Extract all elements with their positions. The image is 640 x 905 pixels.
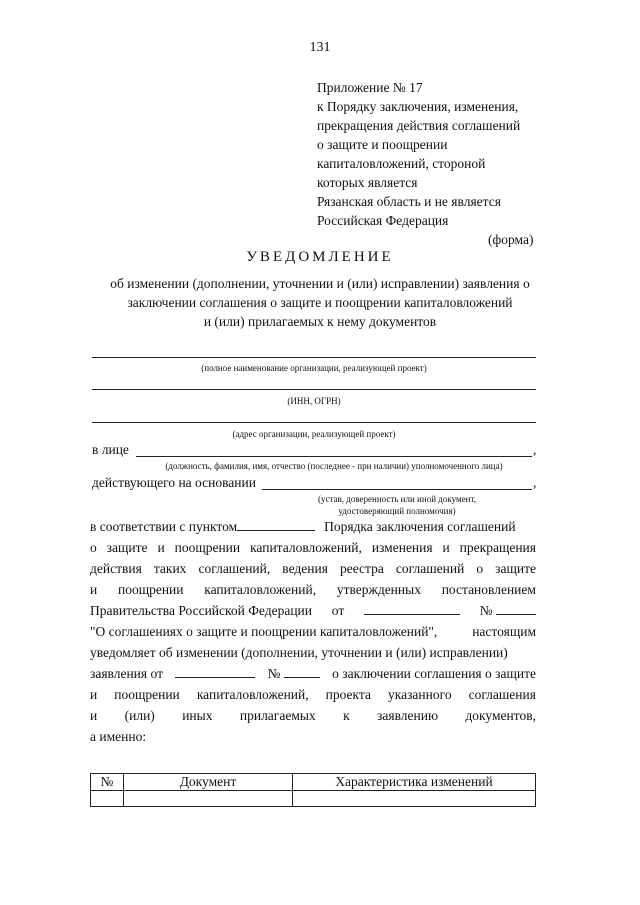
- body-row: [90, 516, 536, 537]
- table-cell[interactable]: [293, 791, 536, 807]
- word: капиталовложений,: [204, 582, 317, 597]
- form-label: (форма): [488, 232, 534, 247]
- org-name-caption: (полное наименование организации, реализующей проект): [201, 363, 427, 373]
- address-field[interactable]: [92, 422, 536, 423]
- org-name-field[interactable]: [92, 357, 536, 358]
- application-date-field[interactable]: [175, 663, 255, 678]
- table-cell[interactable]: [124, 791, 293, 807]
- body-text: "О соглашениях о защите и поощрении капиталовложений",: [90, 624, 438, 639]
- body-row: [90, 579, 536, 600]
- address-caption: (адрес организации, реализующей проект): [232, 429, 396, 439]
- table-header-row: [91, 774, 536, 791]
- comma: ,: [533, 475, 537, 490]
- body-text: настоящим: [472, 624, 536, 639]
- word: действия: [90, 561, 142, 576]
- appendix-block: [317, 78, 520, 230]
- word: соглашений: [395, 561, 465, 576]
- word: поощрении: [117, 582, 184, 597]
- body-row: [90, 621, 536, 642]
- word: иных: [182, 708, 213, 723]
- word: к: [343, 708, 350, 723]
- body-text: от: [331, 603, 345, 618]
- word: о: [90, 540, 97, 555]
- body-paragraph: [90, 516, 536, 747]
- body-text: в соответствии с пунктом: [90, 519, 238, 534]
- body-row: [90, 537, 536, 558]
- col-header-number: №: [91, 774, 124, 791]
- word: капиталовложений,: [196, 687, 309, 702]
- appendix-line: которых является: [317, 175, 418, 190]
- word: проекта: [325, 687, 371, 702]
- word: защите: [106, 540, 148, 555]
- word: заявлению: [377, 708, 439, 723]
- subtitle-line: об изменении (дополнении, уточнении и (или) исправлении) заявления о: [110, 276, 530, 291]
- body-text: о заключении соглашения о защите: [332, 666, 536, 681]
- basis-field[interactable]: [262, 489, 532, 490]
- person-caption: (должность, фамилия, имя, отчество (последнее - при наличии) уполномоченного лица): [165, 461, 503, 471]
- word: и: [442, 540, 450, 555]
- resolution-number-field[interactable]: [496, 600, 536, 615]
- word: таких: [153, 561, 187, 576]
- body-text: уведомляет об изменении (дополнении, уточнении и (или) исправлении): [90, 645, 508, 660]
- number-sign: №: [479, 603, 493, 618]
- basis-caption: (устав, доверенность или иной документ,: [318, 494, 476, 504]
- page-number: 131: [309, 40, 331, 55]
- word: и: [157, 540, 165, 555]
- word: постановлением: [441, 582, 536, 597]
- body-row: [90, 642, 536, 663]
- appendix-line: к Порядку заключения, изменения,: [317, 99, 519, 114]
- appendix-line: капиталовложений, стороной: [317, 156, 486, 171]
- appendix-line: Рязанская область и не является: [317, 194, 501, 209]
- word: прекращения: [459, 540, 536, 555]
- body-row: [90, 726, 536, 747]
- basis-label: действующего на основании: [92, 475, 256, 490]
- subtitle-line: заключении соглашения о защите и поощрении капиталовложений: [127, 295, 513, 310]
- subtitle-line: и (или) прилагаемых к нему документов: [203, 314, 437, 329]
- word: капиталовложений,: [250, 540, 362, 555]
- word: и: [90, 582, 98, 597]
- word: (или): [124, 708, 155, 723]
- document-subtitle: [60, 274, 580, 331]
- resolution-date-field[interactable]: [364, 600, 460, 615]
- body-text: Порядка заключения соглашений: [324, 519, 516, 534]
- word: документов,: [465, 708, 536, 723]
- body-row: [90, 600, 536, 621]
- clause-number-field[interactable]: [237, 516, 315, 531]
- word: соглашения: [468, 687, 536, 702]
- word: поощрении: [174, 540, 241, 555]
- word: поощрении: [114, 687, 180, 702]
- body-row: [90, 558, 536, 579]
- number-sign: №: [267, 666, 281, 681]
- application-number-field[interactable]: [284, 663, 320, 678]
- col-header-changes: Характеристика изменений: [293, 774, 536, 791]
- inn-ogrn-caption: (ИНН, ОГРН): [287, 396, 341, 406]
- word: о: [476, 561, 484, 576]
- appendix-line: Российская Федерация: [317, 213, 449, 228]
- document-title: УВЕДОМЛЕНИЕ: [246, 249, 394, 265]
- word: и: [90, 708, 98, 723]
- word: утвержденных: [336, 582, 421, 597]
- word: защите: [495, 561, 536, 576]
- word: прилагаемых: [239, 708, 316, 723]
- appendix-line: Приложение № 17: [317, 80, 423, 95]
- word: указанного: [388, 687, 452, 702]
- basis-caption: удостоверяющий полномочия): [338, 506, 456, 516]
- table-row: [91, 791, 536, 807]
- body-text: заявления от: [90, 666, 163, 681]
- appendix-line: о защите и поощрении: [317, 137, 448, 152]
- comma: ,: [533, 442, 537, 457]
- inn-ogrn-field[interactable]: [92, 389, 536, 390]
- body-text: Правительства Российской Федерации: [90, 603, 312, 618]
- body-text: а именно:: [90, 729, 147, 744]
- word: соглашений,: [198, 561, 271, 576]
- changes-table: [90, 773, 536, 807]
- word: ведения: [282, 561, 328, 576]
- person-field[interactable]: [136, 456, 532, 457]
- word: изменения: [371, 540, 433, 555]
- body-row: [90, 663, 536, 684]
- word: и: [90, 687, 98, 702]
- col-header-document: Документ: [124, 774, 293, 791]
- person-label: в лице: [92, 442, 129, 457]
- word: реестра: [339, 561, 384, 576]
- appendix-line: прекращения действия соглашений: [317, 118, 521, 133]
- body-row: [90, 684, 536, 705]
- body-row: [90, 705, 536, 726]
- table-cell[interactable]: [91, 791, 124, 807]
